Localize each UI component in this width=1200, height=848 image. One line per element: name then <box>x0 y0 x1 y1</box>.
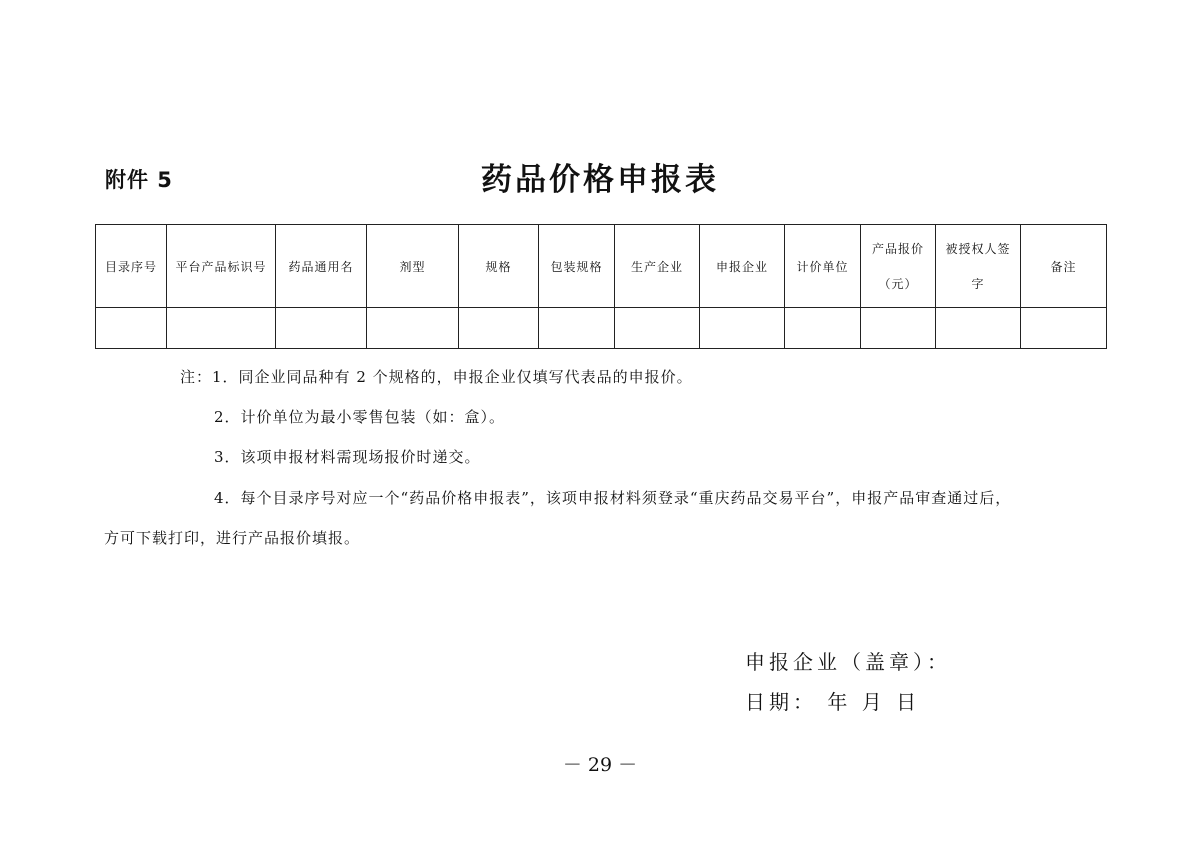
note-4: 4．每个目录序号对应一个“药品价格申报表”，该项申报材料须登录“重庆药品交易平台”，申报产品审查通过后， <box>214 489 1012 507</box>
date-line: 日期： 年 月 日 <box>745 690 921 714</box>
column-header-catalog-number: 目录序号 <box>96 225 167 308</box>
column-header-specification: 规格 <box>459 225 539 308</box>
company-stamp-line: 申报企业（盖章）： <box>745 650 951 674</box>
table-cell[interactable] <box>167 308 276 349</box>
note-3: 3．该项申报材料需现场报价时递交。 <box>214 448 481 466</box>
quoted-price-label: 产品报价 <box>871 242 924 256</box>
column-header-platform-product-id: 平台产品标识号 <box>167 225 276 308</box>
column-header-package-spec: 包装规格 <box>539 225 615 308</box>
price-declaration-table <box>95 224 1107 349</box>
note-4-continued: 方可下载打印，进行产品报价填报。 <box>104 529 361 547</box>
column-header-dosage-form: 剂型 <box>367 225 459 308</box>
table-cell[interactable] <box>459 308 539 349</box>
page-title: 药品价格申报表 <box>481 162 719 198</box>
table-row <box>96 308 1107 349</box>
column-header-manufacturer: 生产企业 <box>615 225 700 308</box>
authorized-signature-label: 被授权人签 <box>945 242 1011 256</box>
note-1: 注：1．同企业同品种有 2 个规格的，申报企业仅填写代表品的申报价。 <box>180 368 693 386</box>
column-header-quoted-price <box>861 225 936 308</box>
page-number: － 29 － <box>562 754 638 776</box>
table-cell[interactable] <box>1021 308 1107 349</box>
column-header-generic-name: 药品通用名 <box>276 225 367 308</box>
table-cell[interactable] <box>861 308 936 349</box>
table-header-row <box>96 225 1107 308</box>
table-cell[interactable] <box>367 308 459 349</box>
table-cell[interactable] <box>936 308 1021 349</box>
table-cell[interactable] <box>96 308 167 349</box>
column-header-applicant: 申报企业 <box>700 225 785 308</box>
table-cell[interactable] <box>276 308 367 349</box>
table-cell[interactable] <box>785 308 861 349</box>
note-2: 2．计价单位为最小零售包装（如：盒）。 <box>214 408 506 426</box>
column-header-authorized-signature <box>936 225 1021 308</box>
table-cell[interactable] <box>700 308 785 349</box>
column-header-remarks: 备注 <box>1021 225 1107 308</box>
quoted-price-unit: （元） <box>878 277 918 291</box>
table-cell[interactable] <box>615 308 700 349</box>
column-header-pricing-unit: 计价单位 <box>785 225 861 308</box>
table-cell[interactable] <box>539 308 615 349</box>
attachment-label: 附件 5 <box>105 168 173 192</box>
authorized-signature-label-cont: 字 <box>971 277 985 291</box>
